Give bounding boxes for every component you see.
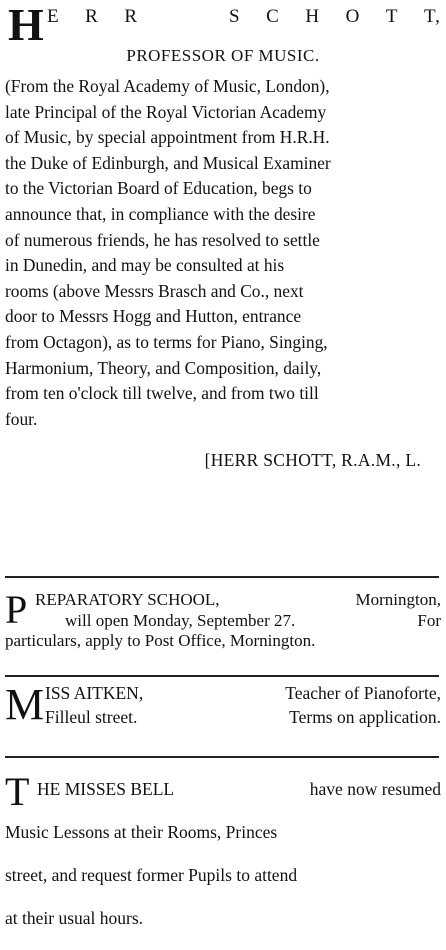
body-line xyxy=(5,811,441,854)
header-letter: R xyxy=(124,6,139,27)
header-letter: H xyxy=(305,6,321,27)
body-line: rooms (above Messrs Brasch and Co., next xyxy=(5,280,304,301)
advertisement-body xyxy=(5,768,441,940)
body-line: the Duke of Edinburgh, and Musical Examiner xyxy=(5,152,331,173)
body-text: For xyxy=(417,610,441,630)
body-line: four. xyxy=(5,408,38,429)
body-line: particulars, apply to Post Office, Mornington. xyxy=(5,631,316,650)
body-text: have now resumed xyxy=(309,779,441,799)
header-spacer xyxy=(164,6,204,28)
header-letter: T, xyxy=(423,6,441,27)
body-text: at their usual hours. xyxy=(5,908,144,928)
drop-cap: M xyxy=(5,680,45,729)
drop-cap: H xyxy=(8,0,44,50)
header-letter: C xyxy=(266,6,280,27)
body-line: door to Messrs Hogg and Hutton, entrance xyxy=(5,306,302,327)
column-divider xyxy=(5,675,439,677)
body-text: ISS AITKEN, xyxy=(45,683,144,703)
body-text: Filleul street. xyxy=(45,707,138,727)
column-divider xyxy=(5,576,439,578)
advertisement-body xyxy=(5,74,441,432)
body-text: REPARATORY SCHOOL, xyxy=(35,590,220,609)
signature: [HERR SCHOTT, R.A.M., L. xyxy=(204,450,421,471)
body-text: street, and request former Pupils to attend xyxy=(5,865,298,885)
header-letter: T xyxy=(385,6,399,27)
misses-bell-advertisement xyxy=(5,768,441,940)
header-letter: R xyxy=(85,6,99,27)
header-letter: S xyxy=(229,6,241,27)
body-line: from ten o'clock till twelve, and from two till xyxy=(5,383,319,404)
advertisement-body xyxy=(5,587,441,652)
header-letters xyxy=(47,6,441,28)
body-line: of Music, by special appointment from H.R.H. xyxy=(5,127,330,148)
body-line xyxy=(5,897,441,940)
body-line xyxy=(5,768,441,814)
header-letter: E xyxy=(47,6,60,27)
body-text: Music Lessons at their Rooms, Princes xyxy=(5,822,278,842)
body-text: HE MISSES BELL xyxy=(37,779,175,799)
advertisement-body xyxy=(5,681,441,729)
body-text: Teacher of Pianoforte, xyxy=(285,683,441,703)
body-line xyxy=(5,590,441,611)
body-text: will open Monday, September 27. xyxy=(65,610,296,630)
body-line: to the Victorian Board of Education, begs to xyxy=(5,178,312,199)
advertisement-header xyxy=(5,0,441,50)
column-divider xyxy=(5,756,439,758)
body-line: late Principal of the Royal Victorian Academy xyxy=(5,101,327,122)
body-line xyxy=(5,611,441,632)
body-line xyxy=(5,854,441,897)
body-line: in Dunedin, and may be consulted at his xyxy=(5,255,285,276)
herr-schott-advertisement xyxy=(5,2,441,471)
body-line xyxy=(45,681,441,705)
body-line xyxy=(45,705,441,729)
body-line: announce that, in compliance with the desire xyxy=(5,203,316,224)
drop-cap: P xyxy=(5,587,28,632)
preparatory-school-advertisement xyxy=(5,587,441,652)
miss-aitken-advertisement xyxy=(5,681,441,729)
body-line: (From the Royal Academy of Music, London), xyxy=(5,76,330,96)
body-line: Harmonium, Theory, and Composition, daily, xyxy=(5,357,322,378)
drop-cap: T xyxy=(5,769,30,814)
body-line: from Octagon), as to terms for Piano, Singing, xyxy=(5,331,328,352)
body-text: Terms on application. xyxy=(289,707,441,727)
header-letter: O xyxy=(345,6,361,27)
body-line: of numerous friends, he has resolved to settle xyxy=(5,229,320,250)
subtitle: PROFESSOR OF MUSIC. xyxy=(126,46,320,65)
body-text: Mornington, xyxy=(355,590,441,609)
